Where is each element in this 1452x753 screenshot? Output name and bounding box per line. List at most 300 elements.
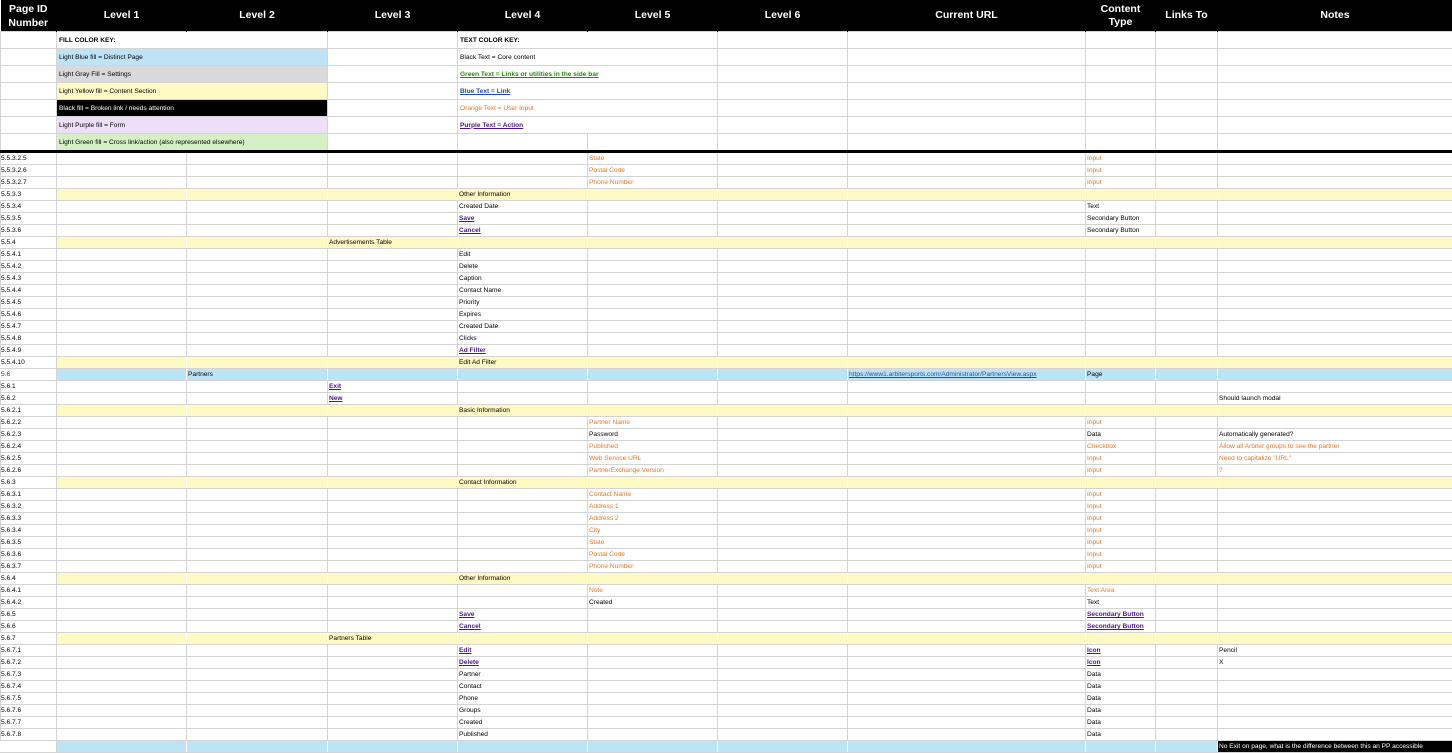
links-to-cell[interactable] <box>1156 345 1218 357</box>
level-2-cell[interactable] <box>187 201 328 213</box>
page-id-cell[interactable]: 5.6.7.5 <box>1 693 57 705</box>
level-6-cell[interactable] <box>718 573 848 585</box>
current-url-cell[interactable] <box>848 261 1086 273</box>
level-3-cell[interactable] <box>328 645 458 657</box>
content-type-cell[interactable] <box>1086 405 1156 417</box>
page-id-cell[interactable]: 5.6.7.6 <box>1 705 57 717</box>
level-3-cell[interactable] <box>328 705 458 717</box>
level-6-cell[interactable] <box>718 357 848 369</box>
content-type-cell[interactable] <box>1086 381 1156 393</box>
page-id-cell[interactable]: 5.5.3.5 <box>1 213 57 225</box>
page-id-cell[interactable]: 5.6.4 <box>1 573 57 585</box>
content-type-cell[interactable]: Input <box>1086 549 1156 561</box>
level-1-cell[interactable] <box>57 489 187 501</box>
level-6-cell[interactable] <box>718 261 848 273</box>
level-1-cell[interactable] <box>57 177 187 189</box>
level-1-cell[interactable] <box>57 165 187 177</box>
header-level-4[interactable]: Level 4 <box>458 0 588 32</box>
content-type-cell[interactable]: Checkbox <box>1086 441 1156 453</box>
level-5-cell[interactable]: Address 1 <box>588 501 718 513</box>
level-3-cell[interactable] <box>328 489 458 501</box>
level-2-cell[interactable] <box>187 417 328 429</box>
level-3-cell[interactable] <box>328 213 458 225</box>
notes-cell[interactable] <box>1218 669 1452 681</box>
notes-cell[interactable]: Need to capitalize "URL" <box>1218 453 1452 465</box>
level-1-cell[interactable] <box>57 549 187 561</box>
notes-cell[interactable] <box>1218 537 1452 549</box>
content-type-cell[interactable]: Input <box>1086 165 1156 177</box>
level-4-cell[interactable] <box>458 152 588 165</box>
links-to-cell[interactable] <box>1156 309 1218 321</box>
level-1-cell[interactable] <box>57 453 187 465</box>
level-1-cell[interactable] <box>57 477 187 489</box>
notes-cell[interactable] <box>1218 585 1452 597</box>
level-5-cell[interactable]: Password <box>588 429 718 441</box>
level-2-cell[interactable] <box>187 261 328 273</box>
level-5-cell[interactable] <box>588 321 718 333</box>
page-id-cell[interactable]: 5.6.2.1 <box>1 405 57 417</box>
level-5-cell[interactable]: Phone Number <box>588 177 718 189</box>
level-3-cell[interactable]: Exit <box>328 381 458 393</box>
level-2-cell[interactable] <box>187 525 328 537</box>
page-id-cell[interactable]: 5.6.7 <box>1 633 57 645</box>
level-1-cell[interactable] <box>57 261 187 273</box>
current-url-cell[interactable] <box>848 609 1086 621</box>
page-id-cell[interactable]: 5.5.4.7 <box>1 321 57 333</box>
content-type-cell[interactable]: Data <box>1086 717 1156 729</box>
header-level-5[interactable]: Level 5 <box>588 0 718 32</box>
level-1-cell[interactable] <box>57 429 187 441</box>
current-url-cell[interactable] <box>848 177 1086 189</box>
level-3-cell[interactable] <box>328 537 458 549</box>
links-to-cell[interactable] <box>1156 489 1218 501</box>
links-to-cell[interactable] <box>1156 201 1218 213</box>
notes-cell[interactable] <box>1218 717 1452 729</box>
level-6-cell[interactable] <box>718 729 848 741</box>
level-4-cell[interactable] <box>458 381 588 393</box>
content-type-cell[interactable]: Input <box>1086 177 1156 189</box>
notes-cell[interactable] <box>1218 165 1452 177</box>
level-4-cell[interactable]: Cancel <box>458 621 588 633</box>
level-2-cell[interactable] <box>187 357 328 369</box>
level-3-cell[interactable] <box>328 249 458 261</box>
level-3-cell[interactable] <box>328 357 458 369</box>
level-6-cell[interactable] <box>718 525 848 537</box>
content-type-cell[interactable]: Text <box>1086 201 1156 213</box>
current-url-cell[interactable] <box>848 573 1086 585</box>
level-4-cell[interactable]: Clicks <box>458 333 588 345</box>
level-6-cell[interactable] <box>718 405 848 417</box>
content-type-cell[interactable] <box>1086 297 1156 309</box>
notes-cell[interactable] <box>1218 369 1452 381</box>
level-6-cell[interactable] <box>718 369 848 381</box>
level-3-cell[interactable] <box>328 681 458 693</box>
notes-cell[interactable] <box>1218 381 1452 393</box>
page-id-cell[interactable]: 5.6.5 <box>1 609 57 621</box>
links-to-cell[interactable] <box>1156 225 1218 237</box>
level-2-cell[interactable] <box>187 501 328 513</box>
current-url-cell[interactable]: https://www1.arbitersports.com/Administrator/PartnersView.aspx <box>848 369 1086 381</box>
level-4-cell[interactable] <box>458 513 588 525</box>
level-3-cell[interactable] <box>328 549 458 561</box>
links-to-cell[interactable] <box>1156 717 1218 729</box>
level-3-cell[interactable] <box>328 657 458 669</box>
level-3-cell[interactable] <box>328 333 458 345</box>
level-3-cell[interactable] <box>328 201 458 213</box>
content-type-cell[interactable] <box>1086 741 1156 753</box>
level-6-cell[interactable] <box>718 633 848 645</box>
level-5-cell[interactable] <box>588 573 718 585</box>
level-4-cell[interactable]: Other Information <box>458 189 588 201</box>
level-1-cell[interactable] <box>57 321 187 333</box>
level-5-cell[interactable]: City <box>588 525 718 537</box>
links-to-cell[interactable] <box>1156 681 1218 693</box>
fill-key-title[interactable]: FILL COLOR KEY: <box>57 32 328 49</box>
text-key-blue[interactable]: Blue Text = Link <box>458 83 718 100</box>
current-url-cell[interactable] <box>848 693 1086 705</box>
level-5-cell[interactable] <box>588 333 718 345</box>
level-4-cell[interactable]: Expires <box>458 309 588 321</box>
page-id-cell[interactable]: 5.5.4.2 <box>1 261 57 273</box>
links-to-cell[interactable] <box>1156 405 1218 417</box>
level-2-cell[interactable] <box>187 249 328 261</box>
level-5-cell[interactable] <box>588 261 718 273</box>
links-to-cell[interactable] <box>1156 585 1218 597</box>
level-2-cell[interactable] <box>187 177 328 189</box>
level-1-cell[interactable] <box>57 645 187 657</box>
current-url-cell[interactable] <box>848 225 1086 237</box>
level-5-cell[interactable]: Created <box>588 597 718 609</box>
level-3-cell[interactable] <box>328 225 458 237</box>
notes-cell[interactable] <box>1218 237 1452 249</box>
content-type-cell[interactable]: Input <box>1086 501 1156 513</box>
level-2-cell[interactable] <box>187 213 328 225</box>
links-to-cell[interactable] <box>1156 453 1218 465</box>
level-1-cell[interactable] <box>57 597 187 609</box>
level-6-cell[interactable] <box>718 669 848 681</box>
level-5-cell[interactable] <box>588 249 718 261</box>
page-id-cell[interactable]: 5.5.3.3 <box>1 189 57 201</box>
links-to-cell[interactable] <box>1156 393 1218 405</box>
level-5-cell[interactable] <box>588 633 718 645</box>
level-4-cell[interactable] <box>458 441 588 453</box>
content-type-cell[interactable]: Input <box>1086 417 1156 429</box>
header-level-3[interactable]: Level 3 <box>328 0 458 32</box>
level-2-cell[interactable] <box>187 189 328 201</box>
current-url-cell[interactable] <box>848 393 1086 405</box>
level-3-cell[interactable]: New <box>328 393 458 405</box>
level-5-cell[interactable] <box>588 609 718 621</box>
level-3-cell[interactable] <box>328 152 458 165</box>
level-2-cell[interactable] <box>187 273 328 285</box>
current-url-cell[interactable] <box>848 657 1086 669</box>
level-5-cell[interactable] <box>588 357 718 369</box>
level-1-cell[interactable] <box>57 333 187 345</box>
page-id-cell[interactable]: 5.6.3.6 <box>1 549 57 561</box>
level-5-cell[interactable] <box>588 381 718 393</box>
current-url-cell[interactable] <box>848 525 1086 537</box>
links-to-cell[interactable] <box>1156 297 1218 309</box>
level-2-cell[interactable] <box>187 165 328 177</box>
content-type-cell[interactable]: Icon <box>1086 657 1156 669</box>
level-6-cell[interactable] <box>718 441 848 453</box>
level-6-cell[interactable] <box>718 297 848 309</box>
notes-cell[interactable] <box>1218 561 1452 573</box>
notes-cell[interactable] <box>1218 549 1452 561</box>
notes-cell[interactable] <box>1218 681 1452 693</box>
content-type-cell[interactable] <box>1086 189 1156 201</box>
notes-cell[interactable]: No Exit on page, what is the difference between this an PP accessible <box>1218 741 1452 753</box>
level-6-cell[interactable] <box>718 429 848 441</box>
level-4-cell[interactable]: Delete <box>458 261 588 273</box>
level-5-cell[interactable]: Phone Number <box>588 561 718 573</box>
current-url-cell[interactable] <box>848 381 1086 393</box>
current-url-cell[interactable] <box>848 249 1086 261</box>
links-to-cell[interactable] <box>1156 285 1218 297</box>
level-5-cell[interactable]: Contact Name <box>588 489 718 501</box>
content-type-cell[interactable] <box>1086 237 1156 249</box>
level-3-cell[interactable] <box>328 525 458 537</box>
level-3-cell[interactable] <box>328 285 458 297</box>
page-id-cell[interactable]: 5.6.1 <box>1 381 57 393</box>
level-6-cell[interactable] <box>718 177 848 189</box>
level-5-cell[interactable] <box>588 189 718 201</box>
level-2-cell[interactable] <box>187 621 328 633</box>
notes-cell[interactable] <box>1218 152 1452 165</box>
links-to-cell[interactable] <box>1156 561 1218 573</box>
level-3-cell[interactable] <box>328 609 458 621</box>
notes-cell[interactable] <box>1218 705 1452 717</box>
level-3-cell[interactable] <box>328 309 458 321</box>
page-id-cell[interactable]: 5.6.3.1 <box>1 489 57 501</box>
fill-key-green[interactable]: Light Green fill = Cross link/action (also represented elsewhere) <box>57 134 328 152</box>
level-1-cell[interactable] <box>57 729 187 741</box>
level-4-cell[interactable]: Other Information <box>458 573 588 585</box>
level-5-cell[interactable] <box>588 477 718 489</box>
links-to-cell[interactable] <box>1156 645 1218 657</box>
links-to-cell[interactable] <box>1156 273 1218 285</box>
level-3-cell[interactable] <box>328 621 458 633</box>
level-2-cell[interactable] <box>187 381 328 393</box>
level-1-cell[interactable] <box>57 657 187 669</box>
page-id-cell[interactable]: 5.6.7.7 <box>1 717 57 729</box>
page-id-cell[interactable]: 5.6.7.8 <box>1 729 57 741</box>
level-5-cell[interactable] <box>588 693 718 705</box>
level-2-cell[interactable] <box>187 741 328 753</box>
content-type-cell[interactable]: Input <box>1086 537 1156 549</box>
notes-cell[interactable] <box>1218 177 1452 189</box>
content-type-cell[interactable]: Page <box>1086 369 1156 381</box>
level-1-cell[interactable] <box>57 465 187 477</box>
level-6-cell[interactable] <box>718 309 848 321</box>
level-1-cell[interactable] <box>57 705 187 717</box>
links-to-cell[interactable] <box>1156 189 1218 201</box>
level-5-cell[interactable]: Address 2 <box>588 513 718 525</box>
level-1-cell[interactable] <box>57 405 187 417</box>
notes-cell[interactable] <box>1218 417 1452 429</box>
level-5-cell[interactable]: Web Service URL <box>588 453 718 465</box>
notes-cell[interactable] <box>1218 261 1452 273</box>
links-to-cell[interactable] <box>1156 729 1218 741</box>
level-5-cell[interactable] <box>588 285 718 297</box>
page-id-cell[interactable]: 5.6.2.2 <box>1 417 57 429</box>
content-type-cell[interactable]: Data <box>1086 705 1156 717</box>
notes-cell[interactable] <box>1218 309 1452 321</box>
level-1-cell[interactable] <box>57 585 187 597</box>
content-type-cell[interactable]: Secondary Button <box>1086 621 1156 633</box>
page-id-cell[interactable]: 5.5.4.6 <box>1 309 57 321</box>
level-4-cell[interactable] <box>458 537 588 549</box>
level-4-cell[interactable] <box>458 501 588 513</box>
page-id-cell[interactable]: 5.5.4.10 <box>1 357 57 369</box>
text-key-orange[interactable]: Orange Text = User Input <box>458 100 718 117</box>
notes-cell[interactable] <box>1218 273 1452 285</box>
links-to-cell[interactable] <box>1156 525 1218 537</box>
page-id-cell[interactable]: 5.5.4 <box>1 237 57 249</box>
links-to-cell[interactable] <box>1156 705 1218 717</box>
level-3-cell[interactable] <box>328 273 458 285</box>
current-url-cell[interactable] <box>848 321 1086 333</box>
current-url-cell[interactable] <box>848 201 1086 213</box>
level-1-cell[interactable] <box>57 393 187 405</box>
links-to-cell[interactable] <box>1156 237 1218 249</box>
level-5-cell[interactable] <box>588 741 718 753</box>
level-5-cell[interactable] <box>588 201 718 213</box>
notes-cell[interactable] <box>1218 609 1452 621</box>
content-type-cell[interactable]: Data <box>1086 729 1156 741</box>
level-2-cell[interactable] <box>187 429 328 441</box>
links-to-cell[interactable] <box>1156 741 1218 753</box>
level-5-cell[interactable] <box>588 393 718 405</box>
level-1-cell[interactable] <box>57 621 187 633</box>
current-url-cell[interactable] <box>848 561 1086 573</box>
level-5-cell[interactable] <box>588 717 718 729</box>
level-2-cell[interactable] <box>187 465 328 477</box>
level-3-cell[interactable] <box>328 369 458 381</box>
level-3-cell[interactable] <box>328 189 458 201</box>
level-1-cell[interactable] <box>57 213 187 225</box>
links-to-cell[interactable] <box>1156 369 1218 381</box>
level-4-cell[interactable]: Cancel <box>458 225 588 237</box>
content-type-cell[interactable]: Secondary Button <box>1086 609 1156 621</box>
current-url-cell[interactable] <box>848 705 1086 717</box>
level-2-cell[interactable] <box>187 705 328 717</box>
level-6-cell[interactable] <box>718 705 848 717</box>
level-2-cell[interactable] <box>187 297 328 309</box>
notes-cell[interactable] <box>1218 285 1452 297</box>
level-6-cell[interactable] <box>718 249 848 261</box>
level-2-cell[interactable]: Partners <box>187 369 328 381</box>
current-url-cell[interactable] <box>848 357 1086 369</box>
level-6-cell[interactable] <box>718 477 848 489</box>
fill-key-yellow[interactable]: Light Yellow fill = Content Section <box>57 83 328 100</box>
links-to-cell[interactable] <box>1156 633 1218 645</box>
page-id-cell[interactable]: 5.5.4.4 <box>1 285 57 297</box>
level-2-cell[interactable] <box>187 717 328 729</box>
text-key-black[interactable]: Black Text = Core content <box>458 49 718 66</box>
level-4-cell[interactable] <box>458 549 588 561</box>
level-3-cell[interactable] <box>328 477 458 489</box>
level-5-cell[interactable]: Partner Name <box>588 417 718 429</box>
content-type-cell[interactable] <box>1086 273 1156 285</box>
current-url-cell[interactable] <box>848 717 1086 729</box>
level-6-cell[interactable] <box>718 189 848 201</box>
level-6-cell[interactable] <box>718 501 848 513</box>
current-url-cell[interactable] <box>848 441 1086 453</box>
level-5-cell[interactable] <box>588 681 718 693</box>
page-id-cell[interactable]: 5.6.7.2 <box>1 657 57 669</box>
page-id-cell[interactable]: 5.6.7.4 <box>1 681 57 693</box>
level-3-cell[interactable] <box>328 465 458 477</box>
links-to-cell[interactable] <box>1156 609 1218 621</box>
content-type-cell[interactable]: Input <box>1086 489 1156 501</box>
notes-cell[interactable]: ? <box>1218 465 1452 477</box>
level-2-cell[interactable] <box>187 609 328 621</box>
level-2-cell[interactable] <box>187 225 328 237</box>
page-id-cell[interactable]: 5.6.2 <box>1 393 57 405</box>
level-5-cell[interactable]: State <box>588 537 718 549</box>
level-1-cell[interactable] <box>57 357 187 369</box>
level-2-cell[interactable] <box>187 729 328 741</box>
level-5-cell[interactable]: State <box>588 152 718 165</box>
page-id-cell[interactable]: 5.6.2.4 <box>1 441 57 453</box>
level-4-cell[interactable]: Created Date <box>458 321 588 333</box>
links-to-cell[interactable] <box>1156 573 1218 585</box>
level-6-cell[interactable] <box>718 333 848 345</box>
notes-cell[interactable]: Pencil <box>1218 645 1452 657</box>
level-2-cell[interactable] <box>187 645 328 657</box>
links-to-cell[interactable] <box>1156 669 1218 681</box>
level-3-cell[interactable] <box>328 741 458 753</box>
page-id-cell[interactable]: 5.6.2.6 <box>1 465 57 477</box>
content-type-cell[interactable] <box>1086 357 1156 369</box>
level-6-cell[interactable] <box>718 717 848 729</box>
notes-cell[interactable]: Should launch modal <box>1218 393 1452 405</box>
level-4-cell[interactable] <box>458 561 588 573</box>
level-6-cell[interactable] <box>718 609 848 621</box>
level-6-cell[interactable] <box>718 273 848 285</box>
level-5-cell[interactable]: Note <box>588 585 718 597</box>
level-2-cell[interactable] <box>187 285 328 297</box>
level-5-cell[interactable]: Postal Code <box>588 549 718 561</box>
fill-key-gray[interactable]: Light Gray Fill = Settings <box>57 66 328 83</box>
header-links-to[interactable]: Links To <box>1156 0 1218 32</box>
notes-cell[interactable] <box>1218 213 1452 225</box>
page-id-cell[interactable]: 5.5.3.6 <box>1 225 57 237</box>
current-url-cell[interactable] <box>848 741 1086 753</box>
content-type-cell[interactable]: Secondary Button <box>1086 213 1156 225</box>
level-1-cell[interactable] <box>57 152 187 165</box>
level-2-cell[interactable] <box>187 585 328 597</box>
level-3-cell[interactable] <box>328 165 458 177</box>
current-url-cell[interactable] <box>848 501 1086 513</box>
level-6-cell[interactable] <box>718 621 848 633</box>
content-type-cell[interactable] <box>1086 261 1156 273</box>
current-url-cell[interactable] <box>848 273 1086 285</box>
level-4-cell[interactable]: Edit <box>458 645 588 657</box>
level-3-cell[interactable] <box>328 345 458 357</box>
level-6-cell[interactable] <box>718 645 848 657</box>
level-3-cell[interactable] <box>328 729 458 741</box>
content-type-cell[interactable] <box>1086 573 1156 585</box>
page-id-cell[interactable]: 5.5.3.2.7 <box>1 177 57 189</box>
current-url-cell[interactable] <box>848 345 1086 357</box>
level-5-cell[interactable] <box>588 729 718 741</box>
level-4-cell[interactable]: Save <box>458 213 588 225</box>
notes-cell[interactable] <box>1218 489 1452 501</box>
level-3-cell[interactable] <box>328 573 458 585</box>
level-4-cell[interactable] <box>458 489 588 501</box>
